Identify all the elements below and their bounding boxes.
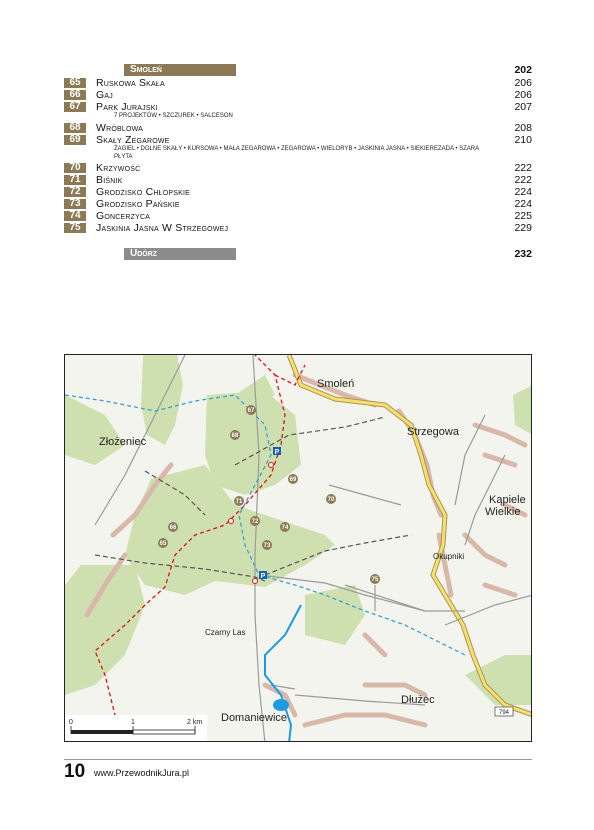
marker-75[interactable] [370, 574, 380, 584]
svg-text:74: 74 [281, 525, 289, 531]
entry-page: 222 [514, 174, 532, 186]
section-header-udorz[interactable]: Udórz [124, 248, 236, 260]
page-number: 10 [64, 761, 86, 782]
entry-title: Grodzisko Pańskie [96, 198, 180, 210]
marker-71[interactable] [234, 496, 244, 506]
marker-66[interactable] [168, 522, 178, 532]
toc-entry[interactable] [64, 198, 532, 210]
entry-page: 224 [514, 198, 532, 210]
svg-text:70: 70 [327, 497, 335, 503]
section-header-smolen[interactable]: Smoleń [124, 64, 236, 76]
label-dluzec: Dłużec [401, 694, 435, 706]
entry-title: Skały Zegarowe [96, 134, 170, 146]
entry-number: 68 [64, 123, 86, 133]
marker-72[interactable] [250, 516, 260, 526]
entry-page: 206 [514, 77, 532, 89]
svg-text:1: 1 [131, 719, 135, 726]
svg-text:66: 66 [169, 525, 177, 531]
toc-entry[interactable] [64, 186, 532, 198]
entry-page: 225 [514, 210, 532, 222]
svg-text:67: 67 [247, 408, 255, 414]
entry-subroutes: 7 PROJEKTÓW • SZCZUREK • SALCESON [114, 113, 233, 119]
label-strzegowa: Strzegowa [407, 426, 459, 438]
svg-text:P: P [274, 449, 280, 456]
toc-entry[interactable] [64, 174, 532, 186]
toc-entry[interactable] [64, 77, 532, 89]
marker-68[interactable] [230, 430, 240, 440]
entry-subroutes: ŻAGIEL • DOLNE SKAŁY • KURSOWA • MAŁA ZEGAROWA • ZEGAROWA • WIELORYB • JASKINIA JASNA • SIEKIEREZADA • SZARA PŁYTA [114, 146, 479, 160]
svg-text:0: 0 [69, 719, 73, 726]
entry-title: Biśnik [96, 174, 123, 186]
label-smolen: Smoleń [317, 378, 355, 390]
entry-title: Krzywość [96, 162, 141, 174]
marker-69[interactable] [288, 474, 298, 484]
scale-bar [65, 715, 207, 742]
entry-number: 73 [64, 199, 86, 209]
label-domaniewice: Domaniewice [221, 712, 288, 724]
svg-text:69: 69 [289, 477, 297, 483]
section-page-smolen: 202 [514, 64, 532, 76]
toc-entry[interactable] [64, 101, 532, 113]
entry-number: 65 [64, 78, 86, 88]
entry-number: 70 [64, 163, 86, 173]
website-link[interactable]: www.PrzewodnikJura.pl [94, 768, 190, 778]
entry-title: Wróblowa [96, 122, 144, 134]
svg-text:75: 75 [371, 577, 379, 583]
entry-page: 207 [514, 101, 532, 113]
entry-number: 67 [64, 102, 86, 112]
entry-number: 72 [64, 187, 86, 197]
marker-74[interactable] [280, 522, 290, 532]
entry-title: Grodzisko Chłopskie [96, 186, 191, 198]
svg-text:794: 794 [498, 710, 510, 716]
label-zlozeniec: Złożeniec [99, 436, 147, 448]
entry-page: 229 [514, 222, 532, 234]
svg-text:P: P [260, 573, 266, 580]
svg-text:72: 72 [251, 519, 259, 525]
toc-entry[interactable] [64, 89, 532, 101]
road-number-badge [495, 707, 513, 716]
label-czarny-las: Czarny Las [205, 628, 246, 637]
entry-number: 75 [64, 223, 86, 233]
svg-text:68: 68 [231, 433, 239, 439]
entry-number: 74 [64, 211, 86, 221]
toc-entry[interactable] [64, 134, 532, 146]
marker-65[interactable] [158, 538, 168, 548]
entry-page: 222 [514, 162, 532, 174]
entry-page: 208 [514, 122, 532, 134]
entry-number: 69 [64, 135, 86, 145]
toc-entry[interactable] [64, 162, 532, 174]
entry-title: Park Jurajski [96, 101, 158, 113]
label-kapiele: Kąpiele [489, 494, 526, 506]
marker-70[interactable] [326, 494, 336, 504]
svg-text:2 km: 2 km [187, 719, 203, 726]
label-wielkie: Wielkie [485, 506, 521, 518]
area-map[interactable] [64, 354, 532, 742]
label-okupniki: Okupniki [433, 552, 465, 561]
entry-page: 224 [514, 186, 532, 198]
toc-entry[interactable] [64, 122, 532, 134]
svg-text:65: 65 [159, 541, 167, 547]
entry-number: 66 [64, 90, 86, 100]
toc-entry[interactable] [64, 210, 532, 222]
section-page-udorz: 232 [514, 248, 532, 260]
entry-page: 206 [514, 89, 532, 101]
entry-title: Goncerzyca [96, 210, 151, 222]
footer-divider [64, 759, 532, 760]
entry-page: 210 [514, 134, 532, 146]
svg-text:71: 71 [235, 499, 243, 505]
toc-entry[interactable] [64, 222, 532, 234]
entry-title: Jaskinia Jasna W Strzegowej [96, 222, 229, 234]
entry-title: Gaj [96, 89, 113, 101]
marker-67[interactable] [246, 405, 256, 415]
entry-title: Ruskowa Skała [96, 77, 165, 89]
svg-text:73: 73 [263, 543, 271, 549]
entry-number: 71 [64, 175, 86, 185]
marker-73[interactable] [262, 540, 272, 550]
